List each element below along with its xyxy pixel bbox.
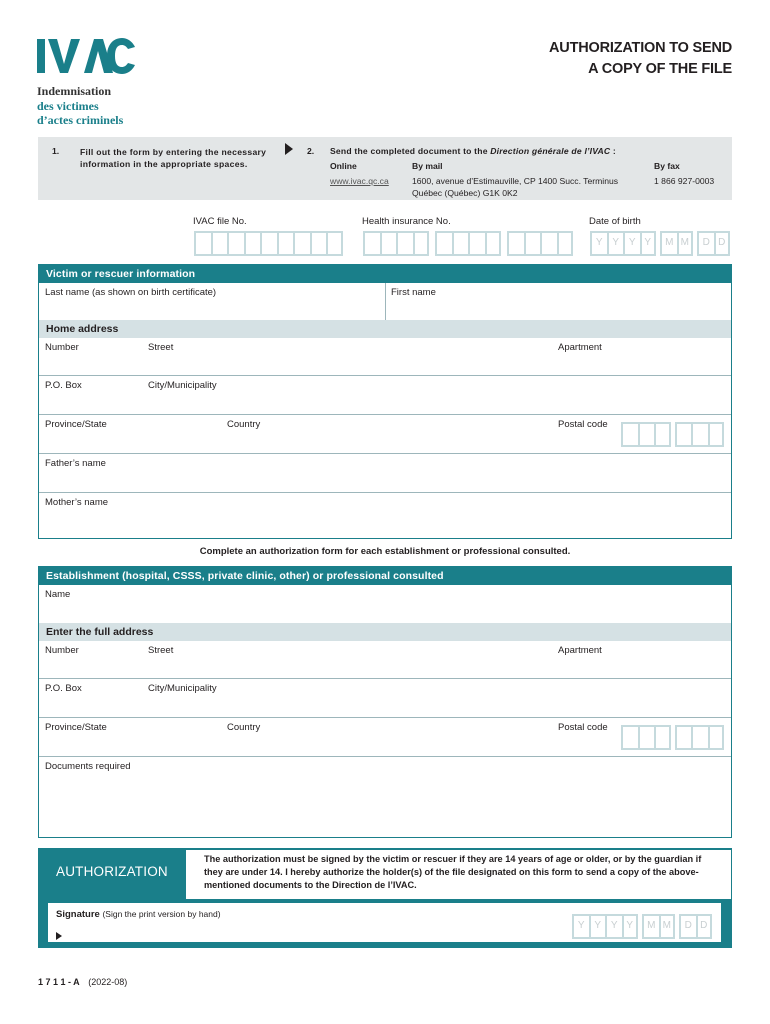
digit-box-group	[660, 231, 693, 256]
digit-box[interactable]	[540, 231, 557, 256]
establishment-section	[38, 566, 732, 838]
digit-box[interactable]: Y	[605, 914, 622, 939]
fax-label: By fax	[654, 161, 680, 171]
org-name-line3: d’actes criminels	[37, 113, 124, 127]
last-name-label: Last name (as shown on birth certificate)	[45, 287, 217, 298]
digit-box[interactable]	[293, 231, 310, 256]
digit-box[interactable]	[524, 231, 541, 256]
digit-box-group	[194, 231, 343, 256]
digit-box[interactable]: M	[660, 231, 677, 256]
mail-label: By mail	[412, 161, 443, 171]
establishment-name-row	[39, 585, 731, 623]
digit-box[interactable]	[638, 725, 655, 750]
step1-line1: Fill out the form by entering the necessary	[80, 147, 267, 157]
postal-code-label: Postal code	[558, 419, 608, 430]
digit-box[interactable]	[654, 422, 671, 447]
form-note: Complete an authorization form for each establishment or professional consulted.	[199, 546, 571, 557]
digit-box[interactable]: D	[679, 914, 696, 939]
digit-box[interactable]	[708, 422, 725, 447]
digit-box[interactable]	[675, 725, 692, 750]
mail-address	[412, 176, 618, 199]
victim-section	[38, 264, 732, 539]
mail-address-line1: 1600, avenue d’Estimauville, CP 1400 Succ. Terminus	[412, 176, 619, 186]
street-label: Street	[148, 342, 174, 353]
digit-box[interactable]: M	[642, 914, 659, 939]
name-row	[39, 283, 731, 320]
est-address-row	[39, 641, 731, 679]
digit-box[interactable]: M	[677, 231, 694, 256]
city-label: City/Municipality	[148, 380, 217, 391]
step2-emphasis: Direction générale de l’IVAC	[490, 146, 611, 156]
online-label: Online	[330, 161, 357, 171]
signature-label: Signature	[56, 909, 100, 920]
arrow-right-icon	[285, 143, 293, 155]
form-version: (2022-08)	[88, 977, 128, 987]
digit-box[interactable]	[468, 231, 485, 256]
est-number-label: Number	[45, 645, 79, 656]
father-name-label: Father’s name	[45, 458, 106, 469]
dob-label: Date of birth	[589, 216, 641, 227]
digit-box-group	[679, 914, 712, 939]
home-address-heading: Home address	[39, 320, 731, 338]
form-title-line1: AUTHORIZATION TO SEND	[549, 40, 732, 56]
apartment-label: Apartment	[558, 342, 602, 353]
step1-line2: information in the appropriate spaces.	[80, 159, 248, 169]
full-address-heading: Enter the full address	[39, 623, 731, 641]
step1-text	[80, 146, 266, 170]
digit-box-group	[590, 231, 656, 256]
digit-box-group	[642, 914, 675, 939]
digit-box[interactable]: D	[714, 231, 731, 256]
digit-box[interactable]	[413, 231, 430, 256]
authorization-title: AUTHORIZATION	[56, 864, 168, 879]
org-name-line2: des victimes	[37, 98, 99, 113]
digit-box[interactable]	[227, 231, 244, 256]
province-row	[39, 415, 731, 454]
est-province-label: Province/State	[45, 722, 107, 733]
digit-box[interactable]: Y	[572, 914, 589, 939]
documents-row[interactable]	[39, 757, 731, 837]
est-apartment-label: Apartment	[558, 645, 602, 656]
digit-box[interactable]: Y	[640, 231, 657, 256]
digit-box-group	[621, 422, 671, 447]
digit-box[interactable]	[452, 231, 469, 256]
online-link[interactable]: www.ivac.qc.ca	[330, 176, 389, 186]
digit-box[interactable]	[380, 231, 397, 256]
digit-box[interactable]	[621, 725, 638, 750]
documents-required-label: Documents required	[45, 761, 131, 772]
mail-address-line2: Québec (Québec) G1K 0K2	[412, 187, 518, 198]
est-province-row	[39, 718, 731, 757]
digit-box[interactable]	[244, 231, 261, 256]
est-po-box-row	[39, 679, 731, 718]
est-postal-code-input[interactable]	[621, 725, 724, 750]
org-name	[37, 84, 123, 128]
number-label: Number	[45, 342, 79, 353]
digit-box-group	[675, 725, 725, 750]
digit-box[interactable]: D	[697, 231, 714, 256]
first-name-label: First name	[391, 287, 436, 298]
digit-box[interactable]	[194, 231, 211, 256]
digit-box[interactable]	[708, 725, 725, 750]
digit-box[interactable]	[310, 231, 327, 256]
postal-code-input[interactable]	[621, 422, 724, 447]
digit-box[interactable]: D	[696, 914, 713, 939]
authorization-text: The authorization must be signed by the victim or rescuer if they are 14 years of age or older, or by the guardian if they are under 14. I hereby authorize the holder(s) of the file designated on this form to send a copy of the above-mentioned documents to the Direction de l’IVAC.	[204, 854, 702, 890]
digit-box[interactable]: Y	[607, 231, 624, 256]
arrow-right-icon	[56, 932, 62, 940]
digit-box[interactable]	[277, 231, 294, 256]
digit-box[interactable]: M	[659, 914, 676, 939]
province-label: Province/State	[45, 419, 107, 430]
digit-box[interactable]	[638, 422, 655, 447]
digit-box-group	[697, 231, 730, 256]
est-po-box-label: P.O. Box	[45, 683, 82, 694]
org-name-line1: Indemnisation	[37, 84, 112, 98]
signature-hint: (Sign the print version by hand)	[102, 909, 221, 919]
step2-text	[330, 146, 616, 156]
step2-prefix: Send the completed document to the	[330, 146, 491, 156]
digit-box[interactable]: Y	[623, 231, 640, 256]
digit-box[interactable]	[260, 231, 277, 256]
signature-label-group	[56, 909, 221, 920]
est-country-label: Country	[227, 722, 261, 733]
digit-box-group	[675, 422, 725, 447]
digit-box[interactable]: Y	[622, 914, 639, 939]
father-row	[39, 454, 731, 493]
est-city-label: City/Municipality	[148, 683, 217, 694]
digit-box-group	[363, 231, 429, 256]
digit-box[interactable]	[557, 231, 574, 256]
digit-box[interactable]	[485, 231, 502, 256]
dob-input[interactable]	[590, 231, 730, 256]
po-box-label: P.O. Box	[45, 380, 82, 391]
mother-row	[39, 493, 731, 534]
digit-box[interactable]	[507, 231, 524, 256]
digit-box[interactable]	[675, 422, 692, 447]
country-label: Country	[227, 419, 261, 430]
signature-date-input[interactable]	[572, 914, 712, 939]
establishment-name-label: Name	[45, 589, 71, 600]
digit-box[interactable]	[363, 231, 380, 256]
address-row	[39, 338, 731, 376]
ivac-file-label: IVAC file No.	[193, 216, 247, 227]
digit-box-group	[621, 725, 671, 750]
ivac-file-input[interactable]	[194, 231, 343, 256]
health-insurance-input[interactable]	[363, 231, 573, 256]
digit-box[interactable]	[691, 725, 708, 750]
digit-box-group	[435, 231, 501, 256]
step2-number: 2.	[307, 146, 315, 156]
digit-box[interactable]	[396, 231, 413, 256]
digit-box[interactable]: Y	[589, 914, 606, 939]
health-insurance-label: Health insurance No.	[362, 216, 451, 227]
digit-box[interactable]	[435, 231, 452, 256]
fax-number: 1 866 927-0003	[654, 176, 715, 186]
digit-box[interactable]	[654, 725, 671, 750]
digit-box[interactable]	[326, 231, 343, 256]
digit-box[interactable]	[211, 231, 228, 256]
digit-box[interactable]: Y	[590, 231, 607, 256]
establishment-section-heading: Establishment (hospital, CSSS, private clinic, other) or professional consulted	[39, 567, 731, 585]
form-footer	[38, 977, 127, 987]
digit-box-group	[507, 231, 573, 256]
po-box-row	[39, 376, 731, 415]
step2-suffix: :	[610, 146, 616, 156]
victim-section-heading: Victim or rescuer information	[39, 265, 731, 283]
form-title-line2: A COPY OF THE FILE	[588, 61, 732, 77]
step1-number: 1.	[52, 146, 60, 156]
digit-box[interactable]	[621, 422, 638, 447]
mother-name-label: Mother’s name	[45, 497, 109, 508]
form-code: 1 7 1 1 - A	[38, 977, 80, 987]
ivac-logo	[37, 36, 137, 76]
digit-box-group	[572, 914, 638, 939]
est-street-label: Street	[148, 645, 174, 656]
est-postal-code-label: Postal code	[558, 722, 608, 733]
form-title	[549, 38, 732, 80]
digit-box[interactable]	[691, 422, 708, 447]
